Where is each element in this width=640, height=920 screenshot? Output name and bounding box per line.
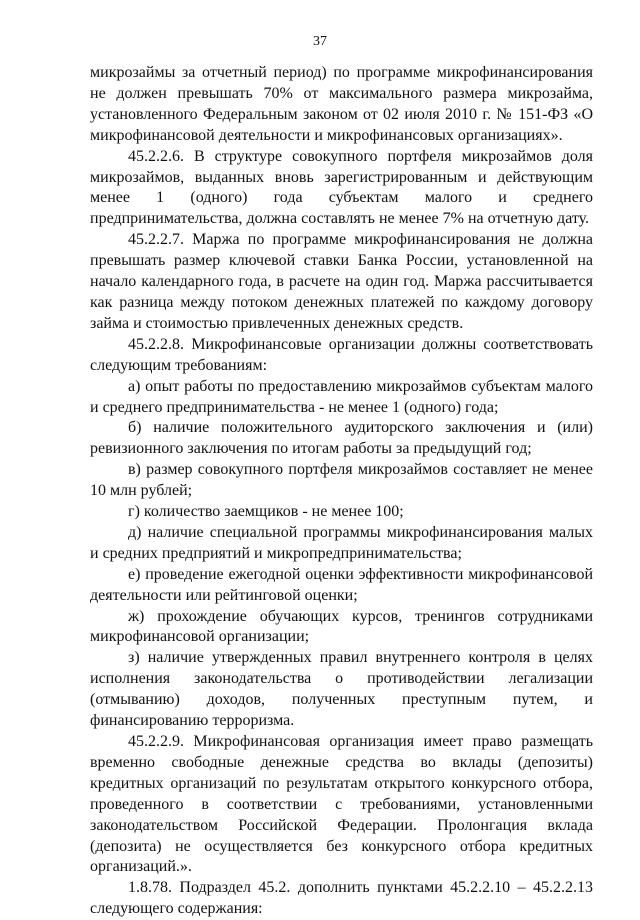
- paragraph-1-8-78: 1.8.78. Подраздел 45.2. дополнить пунктами 45.2.2.10 – 45.2.2.13 следующего содержания:: [90, 879, 593, 918]
- list-item-a: а) опыт работы по предоставлению микрозаймов субъектам малого и среднего предпринимательства - не менее 1 (одного) года;: [90, 377, 593, 416]
- list-item-v: в) размер совокупного портфеля микрозаймов составляет не менее 10 млн рублей;: [90, 461, 593, 500]
- paragraph-45-2-2-6: 45.2.2.6. В структуре совокупного портфеля микрозаймов доля микрозаймов, выданных вновь зарегистрированным и действующим менее 1 (одного) года субъектам малого и среднего предпринимательства, должна составлять не менее 7% на отчетную дату.: [90, 147, 593, 228]
- list-item-d: д) наличие специальной программы микрофинансирования малых и средних предприятий и микропредпринимательства;: [90, 523, 593, 562]
- list-item-b: б) наличие положительного аудиторского заключения и (или) ревизионного заключения по итогам работы за предыдущий год;: [90, 419, 593, 458]
- paragraph-45-2-2-8: 45.2.2.8. Микрофинансовые организации должны соответствовать следующим требованиям:: [90, 335, 593, 374]
- document-body: [90, 63, 593, 920]
- list-item-g: г) количество заемщиков - не менее 100;: [128, 503, 404, 521]
- list-item-z: з) наличие утвержденных правил внутреннего контроля в целях исполнения законодательства о противодействии легализации (отмыванию) доходов, полученных преступным путем, и финансированию терроризма.: [90, 649, 593, 730]
- list-item-e: е) проведение ежегодной оценки эффективности микрофинансовой деятельности или рейтинговой оценки;: [90, 565, 593, 604]
- list-item-zh: ж) прохождение обучающих курсов, тренингов сотрудниками микрофинансовой организации;: [90, 607, 593, 646]
- page-number: 37: [313, 34, 327, 49]
- paragraph-45-2-2-9: 45.2.2.9. Микрофинансовая организация имеет право размещать временно свободные денежные средства во вклады (депозиты) кредитных организаций по результатам открытого конкурсного отбора, проведенного в соответствии с требованиями, установленными законодательством Российской Федерации. Пролонгация вклада (депозита) не осуществляется без конкурсного отбора кредитных организаций.».: [90, 733, 593, 876]
- paragraph-45-2-2-7: 45.2.2.7. Маржа по программе микрофинансирования не должна превышать размер ключевой ставки Банка России, установленной на начало календарного года, в расчете на один год. Маржа рассчитывается как разница между потоком денежных платежей по каждому договору займа и стоимостью привлеченных денежных средств.: [90, 231, 593, 332]
- paragraph-continuation: микрозаймы за отчетный период) по программе микрофинансирования не должен превышать 70% от максимального размера микрозайма, установленного Федеральным законом от 02 июля 2010 г. № 151-ФЗ «О микрофинансовой деятельности и микрофинансовых организациях».: [90, 64, 593, 144]
